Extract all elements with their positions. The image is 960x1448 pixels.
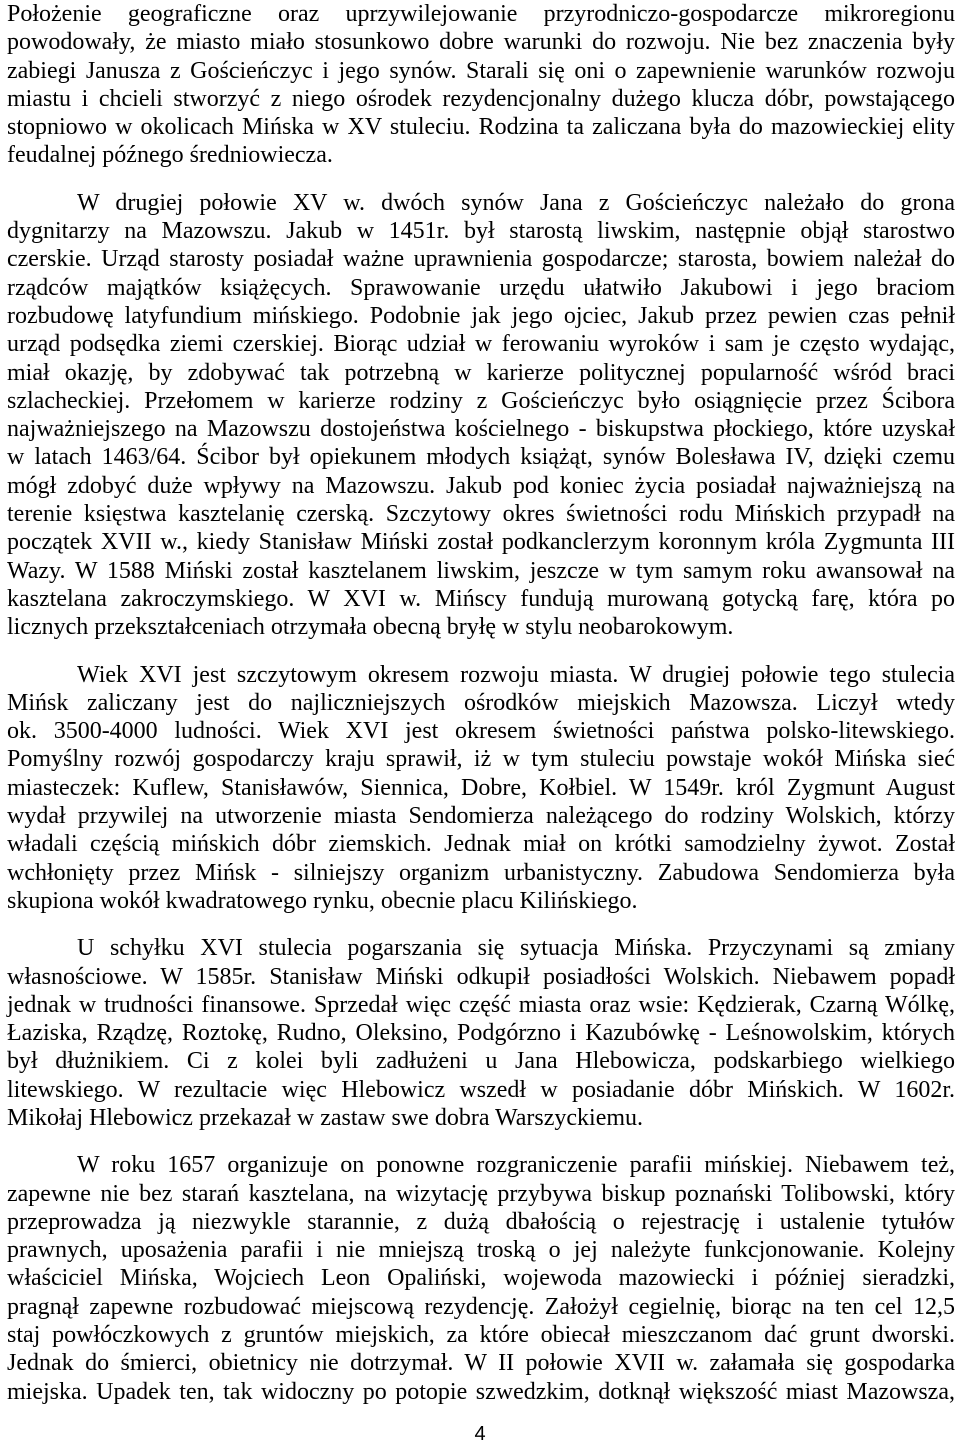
paragraph-line: W roku 1657 organizuje on ponowne rozgraniczenie parafii mińskiej. Niebawem też, [77,1152,955,1179]
paragraph-line: Jednak do śmierci, obietnicy nie dotrzymał. W II połowie XVII w. załamała się gospodarka [7,1350,955,1377]
paragraph-line: skupiona wokół kwadratowego rynku, obecnie placu Kilińskiego. [7,887,638,914]
paragraph-line: Wiek XVI jest szczytowym okresem rozwoju miasta. W drugiej połowie tego stulecia [77,661,955,688]
paragraph-line: mógł zdobyć duże wpływy na Mazowszu. Jakub pod koniec życia posiadał najważniejszą na [7,472,955,499]
paragraph-line: W drugiej połowie XV w. dwóch synów Jana z Gościeńczyc należało do grona [77,189,955,216]
paragraph-line: wydał przywilej na utworzenie miasta Sendomierza należącego do rodziny Wolskich, którzy [7,803,955,830]
document-body [7,0,955,1406]
paragraph-line: prawnych, uposażenia parafii i nie mniejszą troską o jej należyte funkcjonowanie. Kolejny [7,1237,955,1264]
paragraph-line: ok. 3500-4000 ludności. Wiek XVI jest okresem świetności państwa polsko-litewskiego. [7,718,955,745]
paragraph-line: staj powłóczkowych z gruntów miejskich, za które obiecał mieszczanom dać grunt dworski. [7,1322,955,1349]
paragraph-line: Mikołaj Hlebowicz przekazał w zastaw swe dobra Warszyckiemu. [7,1104,644,1131]
paragraph-line: Położenie geograficzne oraz uprzywilejowanie przyrodniczo-gospodarcze mikroregionu [7,1,955,27]
paragraph [7,934,955,1132]
paragraph-line: Pomyślny rozwój gospodarczy kraju sprawił, iż w tym stuleciu powstaje wokół Mińska sieć [7,746,955,773]
paragraph-line: Mińsk zaliczany jest do najliczniejszych ośrodków miejskich Mazowsza. Liczył wtedy [7,689,955,716]
paragraph-line: był dłużnikiem. Ci z kolei byli zadłużeni u Jana Hlebowicza, podskarbiego wielkiego [7,1048,955,1075]
paragraph-line: miejska. Upadek ten, tak widoczny po potopie szwedzkim, dotknął większość miast Mazowsza, [7,1378,955,1405]
paragraph-line: przeprowadza ją niezwykle starannie, z dużą dbałością o rejestrację i ustalenie tytułów [7,1208,955,1235]
paragraph-line: urząd podsędka ziemi czerskiej. Biorąc udział w ferowaniu wyroków i sam je często wydając, [7,331,955,358]
paragraph-line: kasztelana zakroczymskiego. W XVI w. Mińscy fundują murowaną gotycką farę, która po [7,585,955,612]
paragraph [7,189,955,642]
paragraph-line: najważniejszego na Mazowszu dostojeństwa kościelnego - biskupstwa płockiego, które uzyskał [7,416,955,443]
paragraph-line: stopniowo w okolicach Mińska w XV stuleciu. Rodzina ta zaliczana była do mazowieckiej elity [7,114,955,141]
paragraph [7,0,955,170]
paragraph-line: powodowały, że miasto miało stosunkowo dobre warunki do rozwoju. Nie bez znaczenia były [7,29,955,56]
page-number: 4 [474,1423,486,1445]
paragraph-line: zabiegi Janusza z Gościeńczyc i jego synów. Starali się oni o zapewnienie warunków rozwoju [7,57,955,84]
paragraph-line: miał okazję, by zdobywać tak potrzebną w karierze politycznej popularność wśród braci [7,359,955,386]
paragraph [7,1151,955,1406]
paragraph-line: właściciel Mińska, Wojciech Leon Opaliński, wojewoda mazowiecki i później sieradzki, [7,1265,955,1292]
paragraph-line: początek XVII w., kiedy Stanisław Miński został podkanclerzym koronnym króla Zygmunta III [7,529,955,556]
paragraph-line: Łaziska, Rządzę, Roztokę, Rudno, Oleksino, Podgórzno i Kazubówkę - Leśnowolskim, których [7,1020,955,1047]
paragraph-line: licznych przekształceniach otrzymała obecną bryłę w stylu neobarokowym. [7,614,734,641]
paragraph-line: wchłonięty przez Mińsk - silniejszy organizm urbanistyczny. Zabudowa Sendomierza była [7,859,955,886]
paragraph-line: w latach 1463/64. Ścibor był opiekunem młodych książąt, synów Bolesława IV, dzięki czemu [7,444,955,471]
paragraph-line: pragnął zapewne rozbudować miejscową rezydencję. Założył cegielnię, biorąc na ten cel 12,5 [7,1293,955,1320]
paragraph-line: rozbudowę latyfundium mińskiego. Podobnie jak jego ojciec, Jakub przez pewien czas pełnił [7,302,955,329]
paragraph-line: terenie księstwa kasztelanię czerską. Szczytowy okres świetności rodu Mińskich przypadł na [7,501,955,528]
paragraph-line: feudalnej późnego średniowiecza. [7,142,333,169]
paragraph-line: Wazy. W 1588 Miński został kasztelanem liwskim, jeszcze w tym samym roku awansował na [7,557,955,584]
paragraph-line: własnościowe. W 1585r. Stanisław Miński odkupił posiadłości Wolskich. Niebawem popadł [7,963,955,990]
paragraph-line: rządców majątków książęcych. Sprawowanie urzędu ułatwiło Jakubowi i jego braciom [7,274,955,301]
paragraph-line: szlacheckiej. Przełomem w karierze rodziny z Gościeńczyc było osiągnięcie przez Ścibora [7,387,955,414]
paragraph-line: zapewne nie bez starań kasztelana, na wizytację przybywa biskup poznański Tolibowski, który [7,1180,955,1207]
paragraph-line: miasteczek: Kuflew, Stanisławów, Siennica, Dobre, Kołbiel. W 1549r. król Zygmunt August [7,774,955,801]
paragraph-line: władali częścią mińskich dóbr ziemskich. Jednak miał on krótki samodzielny żywot. Został [7,831,955,858]
paragraph-line: jednak w trudności finansowe. Sprzedał więc część miasta oraz wsie: Kędzierak, Czarną Wólkę, [7,991,955,1018]
paragraph-line: U schyłku XVI stulecia pogarszania się sytuacja Mińska. Przyczynami są zmiany [77,935,955,962]
paragraph [7,661,955,916]
paragraph-line: czerskie. Urząd starosty posiadał ważne uprawnienia gospodarcze; starosta, bowiem należał do [7,246,955,273]
paragraph-line: litewskiego. W rezultacie więc Hlebowicz wszedł w posiadanie dóbr Mińskich. W 1602r. [7,1076,955,1103]
paragraph-line: dygnitarzy na Mazowszu. Jakub w 1451r. był starostą liwskim, następnie objął starostwo [7,218,955,245]
paragraph-line: miastu i chcieli stworzyć z niego ośrodek rezydencjonalny dużego klucza dóbr, powstającego [7,85,955,112]
